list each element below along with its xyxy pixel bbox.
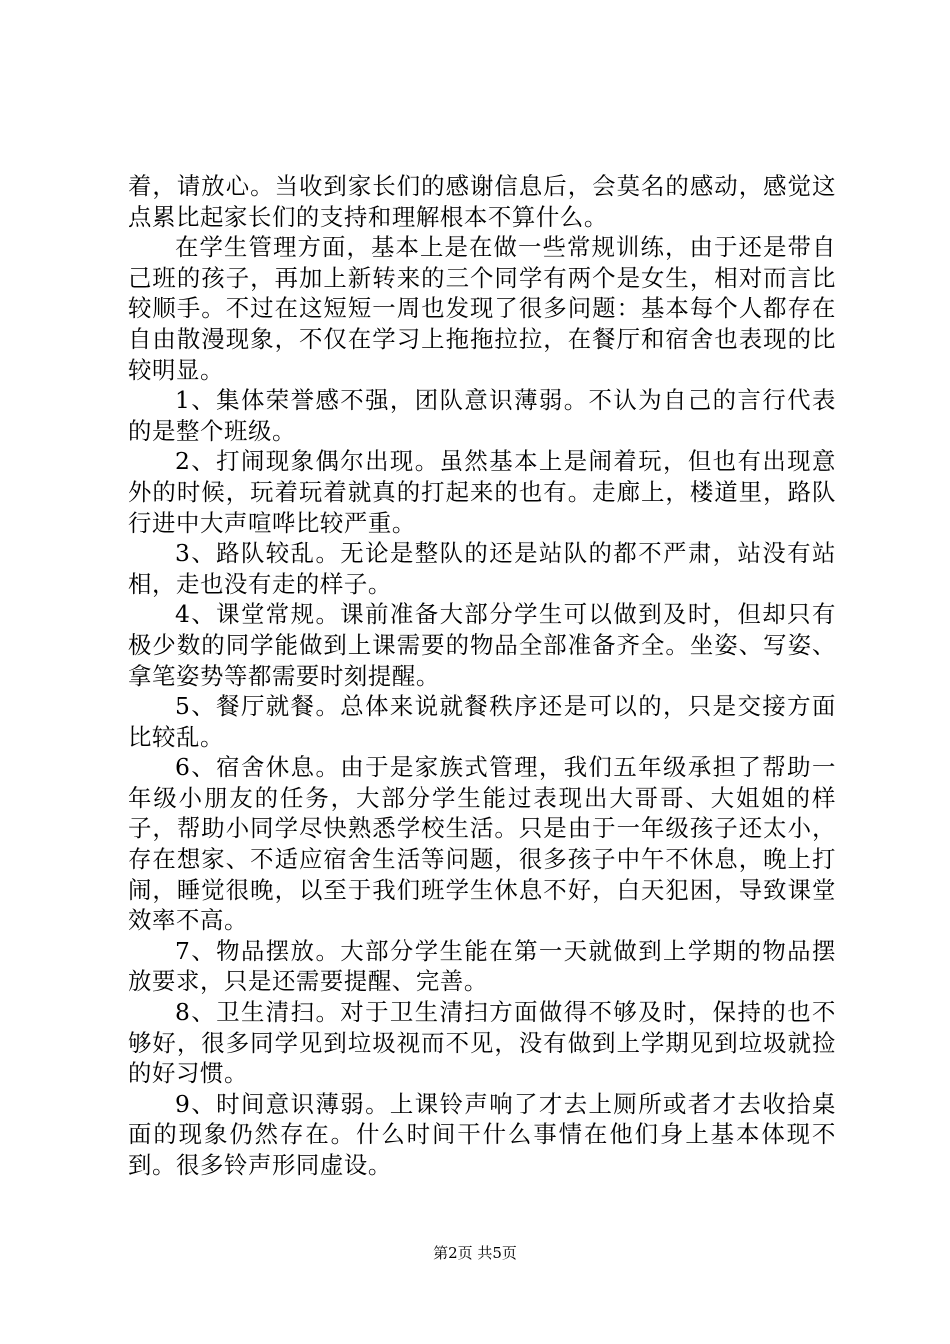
paragraph-6: 4、课堂常规。课前准备大部分学生可以做到及时，但却只有极少数的同学能做到上课需要的物品全部准备齐全。坐姿、写姿、拿笔姿势等都需要时刻提醒。 <box>128 600 836 690</box>
paragraph-5: 3、路队较乱。无论是整队的还是站队的都不严肃，站没有站相，走也没有走的样子。 <box>128 539 836 598</box>
paragraph-7: 5、餐厅就餐。总体来说就餐秩序还是可以的，只是交接方面比较乱。 <box>128 692 836 751</box>
paragraph-11: 9、时间意识薄弱。上课铃声响了才去上厕所或者才去收拾桌面的现象仍然存在。什么时间干什么事情在他们身上基本体现不到。很多铃声形同虚设。 <box>128 1089 836 1179</box>
document-body <box>128 171 836 1181</box>
paragraph-8: 6、宿舍休息。由于是家族式管理，我们五年级承担了帮助一年级小朋友的任务，大部分学生能过表现出大哥哥、大姐姐的样子，帮助小同学尽快熟悉学校生活。只是由于一年级孩子还太小，存在想家、不适应宿舍生活等问题，很多孩子中午不休息，晚上打闹，睡觉很晚，以至于我们班学生休息不好，白天犯困，导致课堂效率不高。 <box>128 753 836 935</box>
paragraph-4: 2、打闹现象偶尔出现。虽然基本上是闹着玩，但也有出现意外的时候，玩着玩着就真的打起来的也有。走廊上，楼道里，路队行进中大声喧哗比较严重。 <box>128 447 836 537</box>
paragraph-1: 着，请放心。当收到家长们的感谢信息后，会莫名的感动，感觉这点累比起家长们的支持和理解根本不算什么。 <box>128 172 836 231</box>
paragraph-9: 7、物品摆放。大部分学生能在第一天就做到上学期的物品摆放要求，只是还需要提醒、完善。 <box>128 936 836 996</box>
paragraph-3: 1、集体荣誉感不强，团队意识薄弱。不认为自己的言行代表的是整个班级。 <box>128 386 836 445</box>
paragraph-2: 在学生管理方面，基本上是在做一些常规训练，由于还是带自己班的孩子，再加上新转来的三个同学有两个是女生，相对而言比较顺手。不过在这短短一周也发现了很多问题：基本每个人都存在自由散漫现象，不仅在学习上拖拖拉拉，在餐厅和宿舍也表现的比较明显。 <box>128 233 836 384</box>
paragraph-10: 8、卫生清扫。对于卫生清扫方面做得不够及时，保持的也不够好，很多同学见到垃圾视而不见，没有做到上学期见到垃圾就捡的好习惯。 <box>128 998 836 1088</box>
page-number-footer: 第2页 共5页 <box>433 1244 517 1262</box>
